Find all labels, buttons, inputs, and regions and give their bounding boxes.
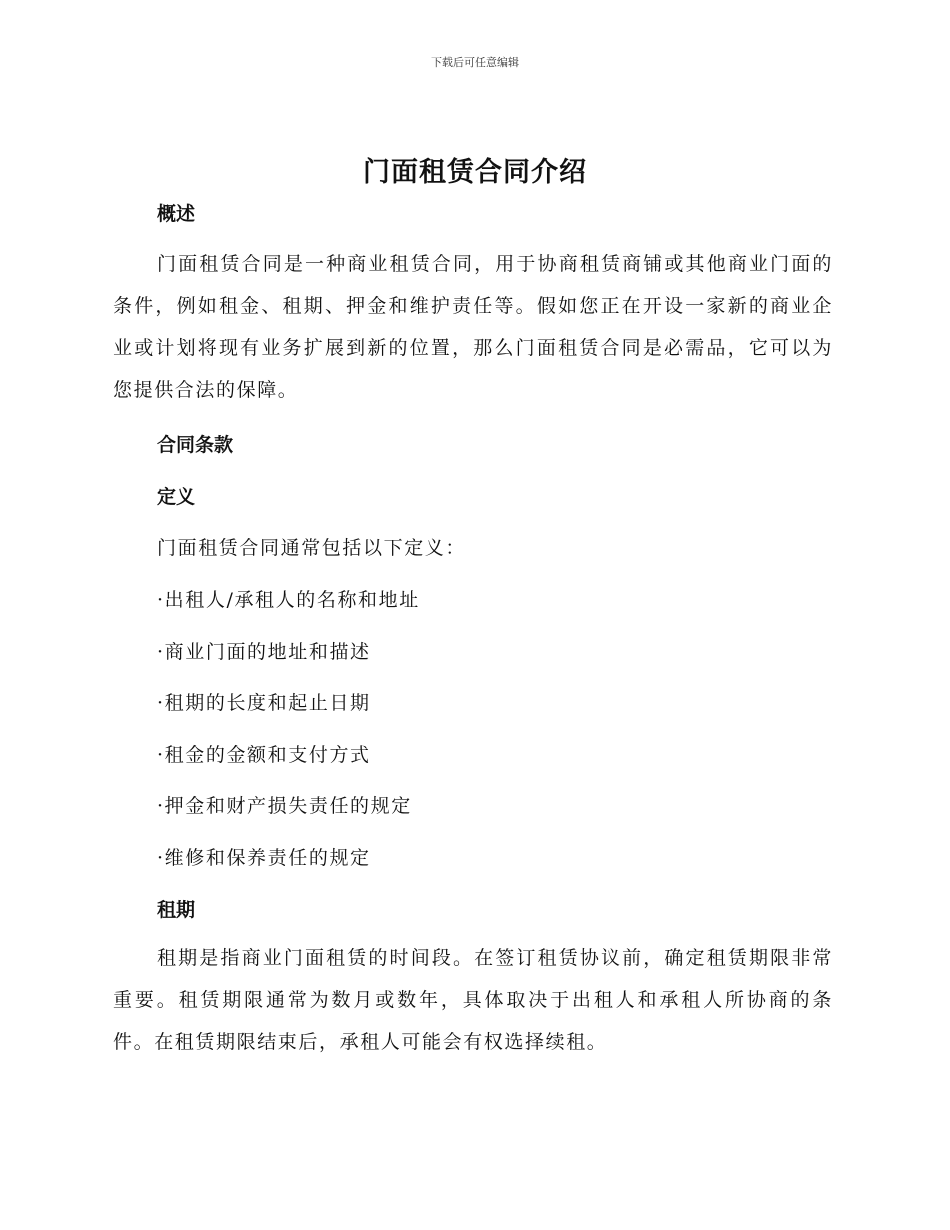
document-title: 门面租赁合同介绍 [363,157,587,188]
list-item: ·商业门面的地址和描述 [157,641,371,663]
list-item: ·押金和财产损失责任的规定 [157,795,412,817]
overview-paragraph: 门面租赁合同是一种商业租赁合同，用于协商租赁商铺或其他商业门面的条件，例如租金、租期、押金和维护责任等。假如您正在开设一家新的商业企业或计划将现有业务扩展到新的位置，那么门面租赁合同是必需品，它可以为您提供合法的保障。 [113,253,833,401]
lease-term-paragraph: 租期是指商业门面租赁的时间段。在签订租赁协议前，确定租赁期限非常重要。租赁期限通常为数月或数年，具体取决于出租人和承租人所协商的条件。在租赁期限结束后，承租人可能会有权选择续租。 [113,947,833,1053]
lease-term-heading: 租期 [157,899,196,921]
list-item: ·维修和保养责任的规定 [157,847,371,869]
list-item: ·租金的金额和支付方式 [157,744,371,766]
definition-heading: 定义 [157,486,196,508]
definition-intro: 门面租赁合同通常包括以下定义： [157,537,467,559]
contract-terms-heading: 合同条款 [157,434,234,456]
overview-heading: 概述 [157,203,196,225]
list-item: ·出租人/承租人的名称和地址 [157,589,420,611]
header-note: 下载后可任意编辑 [431,56,519,69]
list-item: ·租期的长度和起止日期 [157,692,371,714]
